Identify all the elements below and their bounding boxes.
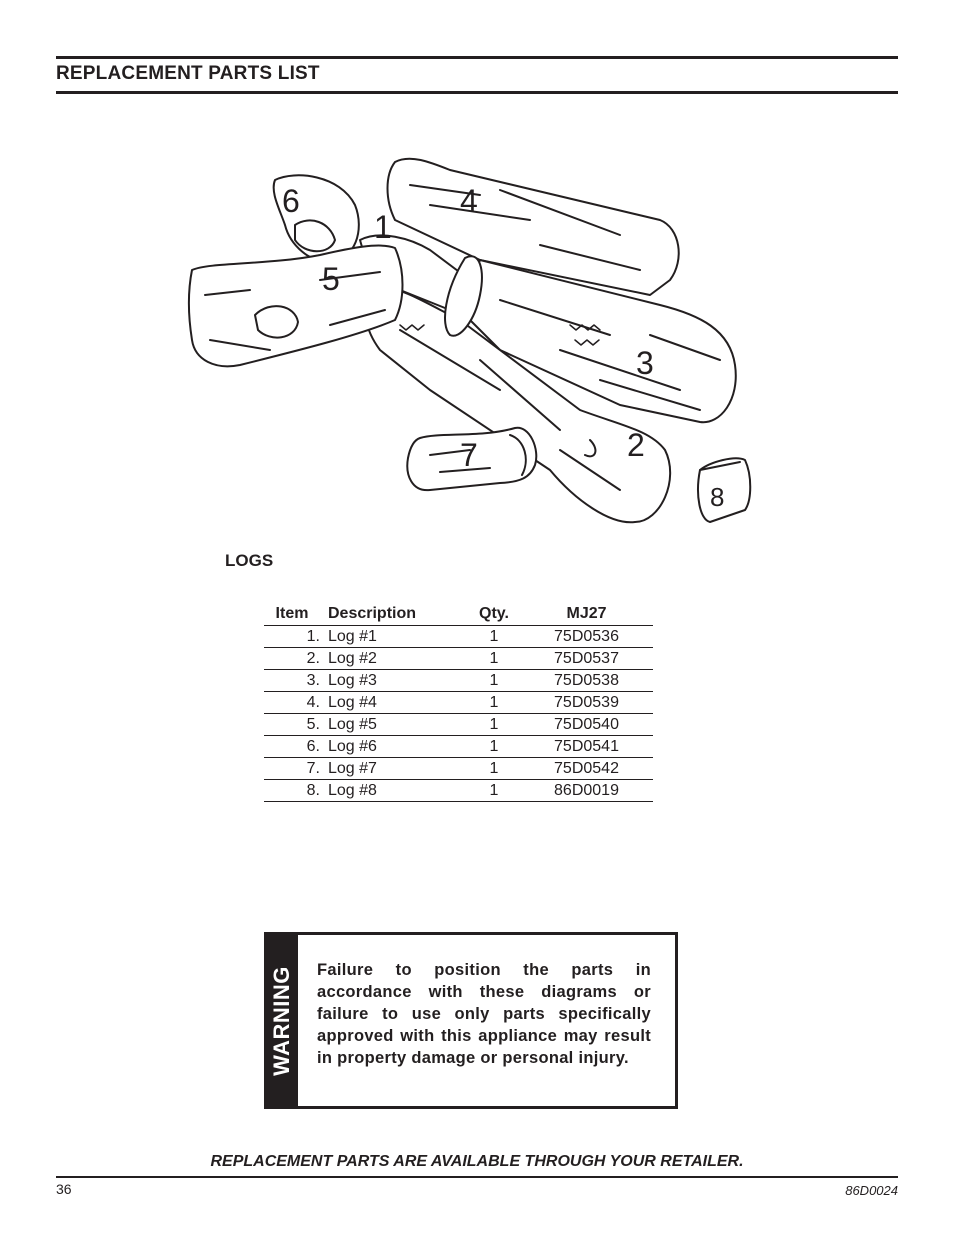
warning-tab — [267, 935, 298, 1106]
callout-2: 2 — [627, 427, 645, 463]
warning-label: WARNING — [269, 966, 294, 1076]
cell-part-number: 75D0537 — [520, 648, 653, 670]
header-top-rule — [56, 56, 898, 59]
table-row — [264, 626, 653, 648]
page-number: 36 — [56, 1181, 72, 1197]
warning-box — [264, 932, 678, 1109]
table-row — [264, 692, 653, 714]
page-title: REPLACEMENT PARTS LIST — [56, 63, 320, 84]
cell-description: Log #2 — [320, 648, 468, 670]
retailer-note: REPLACEMENT PARTS ARE AVAILABLE THROUGH YOUR RETAILER. — [210, 1153, 744, 1170]
cell-item: 1. — [264, 626, 320, 648]
cell-description: Log #3 — [320, 670, 468, 692]
column-header-part: MJ27 — [520, 602, 653, 626]
cell-item: 8. — [264, 780, 320, 802]
column-header-item: Item — [264, 602, 320, 626]
warning-text: Failure to position the parts in accordance with these diagrams or failure to use only parts specifically approved with this appliance may result in property damage or personal injury. — [317, 961, 651, 1067]
table-row — [264, 714, 653, 736]
cell-qty: 1 — [468, 780, 520, 802]
cell-qty: 1 — [468, 758, 520, 780]
log-5-shape — [189, 246, 403, 367]
cell-qty: 1 — [468, 670, 520, 692]
cell-item: 3. — [264, 670, 320, 692]
cell-item: 4. — [264, 692, 320, 714]
table-header-row — [264, 602, 653, 626]
callout-5: 5 — [322, 261, 340, 297]
document-number: 86D0024 — [845, 1183, 898, 1198]
cell-part-number: 75D0541 — [520, 736, 653, 758]
column-header-qty: Qty. — [468, 602, 520, 626]
cell-part-number: 75D0540 — [520, 714, 653, 736]
cell-description: Log #5 — [320, 714, 468, 736]
header-bottom-rule — [56, 91, 898, 94]
table-row — [264, 670, 653, 692]
callout-6: 6 — [282, 183, 300, 219]
callout-3: 3 — [636, 345, 654, 381]
table-row — [264, 780, 653, 802]
logs-heading: LOGS — [225, 551, 274, 570]
cell-qty: 1 — [468, 626, 520, 648]
callout-7: 7 — [460, 437, 478, 473]
cell-item: 6. — [264, 736, 320, 758]
cell-part-number: 75D0538 — [520, 670, 653, 692]
cell-qty: 1 — [468, 648, 520, 670]
cell-qty: 1 — [468, 714, 520, 736]
cell-description: Log #6 — [320, 736, 468, 758]
cell-part-number: 75D0539 — [520, 692, 653, 714]
table-row — [264, 736, 653, 758]
cell-item: 5. — [264, 714, 320, 736]
callout-1: 1 — [374, 209, 392, 245]
table-row — [264, 758, 653, 780]
cell-description: Log #1 — [320, 626, 468, 648]
cell-description: Log #8 — [320, 780, 468, 802]
cell-part-number: 86D0019 — [520, 780, 653, 802]
cell-description: Log #4 — [320, 692, 468, 714]
parts-table — [264, 602, 653, 802]
callout-4: 4 — [460, 183, 478, 219]
cell-part-number: 75D0542 — [520, 758, 653, 780]
table-row — [264, 648, 653, 670]
footer-rule — [56, 1176, 898, 1178]
callout-8: 8 — [710, 482, 725, 512]
cell-description: Log #7 — [320, 758, 468, 780]
cell-item: 2. — [264, 648, 320, 670]
cell-qty: 1 — [468, 736, 520, 758]
cell-qty: 1 — [468, 692, 520, 714]
cell-item: 7. — [264, 758, 320, 780]
log-set-illustration — [180, 150, 760, 535]
column-header-description: Description — [320, 602, 468, 626]
cell-part-number: 75D0536 — [520, 626, 653, 648]
